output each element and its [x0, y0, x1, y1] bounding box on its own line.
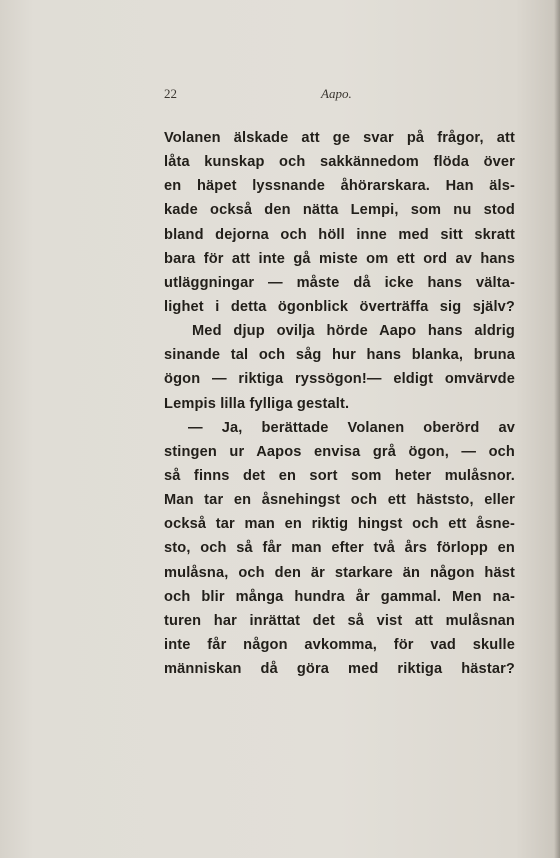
text-line: så finns det en sort som heter mulåsnor. — [164, 467, 515, 484]
text-line: en häpet lyssnande åhörarskara. Han äls- — [164, 178, 515, 195]
text-line: inte får någon avkomma, för vad skulle — [164, 636, 515, 653]
text-line: också tar man en riktig hingst och ett åsne- — [164, 516, 515, 533]
text-line: Lempis lilla fylliga gestalt. — [164, 395, 350, 412]
text-line: lighet i detta ögonblick överträffa sig själv? — [164, 298, 515, 315]
text-line: bland dejorna och höll inne med sitt skratt — [164, 226, 515, 243]
page-edge-shadow — [554, 0, 560, 858]
text-line: — Ja, berättade Volanen oberörd av — [188, 419, 515, 436]
text-line: sinande tal och såg hur hans blanka, bruna — [164, 347, 515, 364]
text-line: turen har inrättat det så vist att mulåsnan — [164, 612, 515, 629]
text-line: stingen ur Aapos envisa grå ögon, — och — [164, 443, 515, 460]
text-line: bara för att inte gå miste om ett ord av hans — [164, 250, 515, 267]
text-line: Med djup ovilja hörde Aapo hans aldrig — [192, 323, 515, 340]
text-line: mulåsna, och den är starkare än någon häst — [164, 564, 515, 581]
text-line: sto, och så får man efter två års förlopp en — [164, 540, 515, 557]
text-line: kade också den nätta Lempi, som nu stod — [164, 202, 515, 219]
page-number: 22 — [164, 86, 177, 101]
text-line: ögon — riktiga ryssögon!— eldigt omvärvde — [164, 371, 515, 388]
text-line: Volanen älskade att ge svar på frågor, att — [164, 130, 515, 146]
body-text — [164, 126, 515, 681]
page-header — [164, 86, 514, 106]
text-line: låta kunskap och sakkännedom flöda över — [164, 154, 515, 171]
text-line: människan då göra med riktiga hästar? — [164, 661, 515, 678]
running-title: Aapo. — [321, 86, 352, 101]
text-line: utläggningar — måste då icke hans välta- — [164, 274, 515, 291]
text-line: Man tar en åsnehingst och ett häststo, eller — [164, 492, 515, 509]
text-line: och blir många hundra år gammal. Men na- — [164, 588, 515, 605]
